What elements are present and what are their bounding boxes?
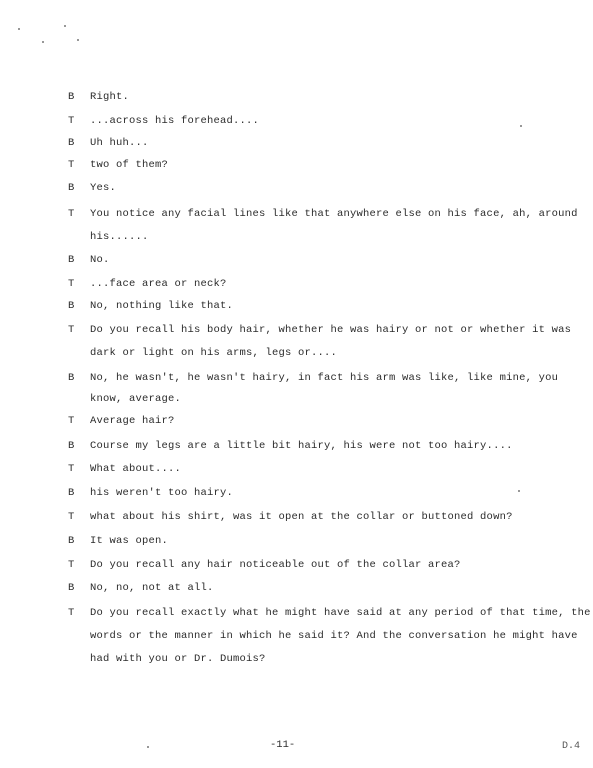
- speaker-label: B: [68, 372, 75, 384]
- scan-speck: [18, 28, 20, 30]
- utterance-text: Uh huh...: [90, 137, 149, 149]
- speaker-label: B: [68, 535, 75, 547]
- speaker-label: B: [68, 487, 75, 499]
- utterance-text: Do you recall any hair noticeable out of the collar area?: [90, 559, 461, 571]
- speaker-label: B: [68, 582, 75, 594]
- utterance-text: No, he wasn't, he wasn't hairy, in fact his arm was like, like mine, you: [90, 372, 559, 384]
- corner-mark: D.4: [562, 741, 581, 752]
- utterance-text: his weren't too hairy.: [90, 487, 234, 499]
- utterance-text: It was open.: [90, 535, 169, 547]
- speaker-label: T: [68, 607, 75, 619]
- speaker-label: B: [68, 300, 75, 312]
- utterance-text: words or the manner in which he said it? And the conversation he might have: [90, 630, 578, 642]
- speaker-label: B: [68, 440, 75, 452]
- utterance-text: Right.: [90, 91, 130, 103]
- scan-speck: [520, 125, 522, 127]
- utterance-text: Average hair?: [90, 415, 175, 427]
- speaker-label: T: [68, 559, 75, 571]
- speaker-label: T: [68, 278, 75, 290]
- speaker-label: B: [68, 182, 75, 194]
- utterance-text: had with you or Dr. Dumois?: [90, 653, 266, 665]
- utterance-text: Course my legs are a little bit hairy, his were not too hairy....: [90, 440, 513, 452]
- utterance-text: No, no, not at all.: [90, 582, 214, 594]
- utterance-text: two of them?: [90, 159, 169, 171]
- scan-speck: [42, 41, 44, 43]
- scan-speck: [77, 39, 79, 41]
- speaker-label: T: [68, 208, 75, 220]
- scan-speck: [518, 490, 520, 492]
- scan-speck: [64, 25, 66, 27]
- speaker-label: T: [68, 511, 75, 523]
- utterance-text: his......: [90, 231, 149, 243]
- speaker-label: B: [68, 137, 75, 149]
- speaker-label: B: [68, 254, 75, 266]
- utterance-text: ...across his forehead....: [90, 115, 260, 127]
- speaker-label: T: [68, 415, 75, 427]
- utterance-text: Yes.: [90, 182, 117, 194]
- speaker-label: T: [68, 159, 75, 171]
- scan-speck: [147, 746, 149, 748]
- speaker-label: T: [68, 324, 75, 336]
- speaker-label: T: [68, 115, 75, 127]
- utterance-text: You notice any facial lines like that anywhere else on his face, ah, around: [90, 208, 578, 220]
- speaker-label: B: [68, 91, 75, 103]
- utterance-text: what about his shirt, was it open at the collar or buttoned down?: [90, 511, 513, 523]
- page-number: -11-: [270, 739, 296, 751]
- utterance-text: know, average.: [90, 393, 182, 405]
- utterance-text: ...face area or neck?: [90, 278, 227, 290]
- utterance-text: dark or light on his arms, legs or....: [90, 347, 338, 359]
- utterance-text: Do you recall exactly what he might have said at any period of that time, the: [90, 607, 591, 619]
- speaker-label: T: [68, 463, 75, 475]
- utterance-text: Do you recall his body hair, whether he was hairy or not or whether it was: [90, 324, 572, 336]
- utterance-text: No.: [90, 254, 110, 266]
- utterance-text: What about....: [90, 463, 182, 475]
- utterance-text: No, nothing like that.: [90, 300, 234, 312]
